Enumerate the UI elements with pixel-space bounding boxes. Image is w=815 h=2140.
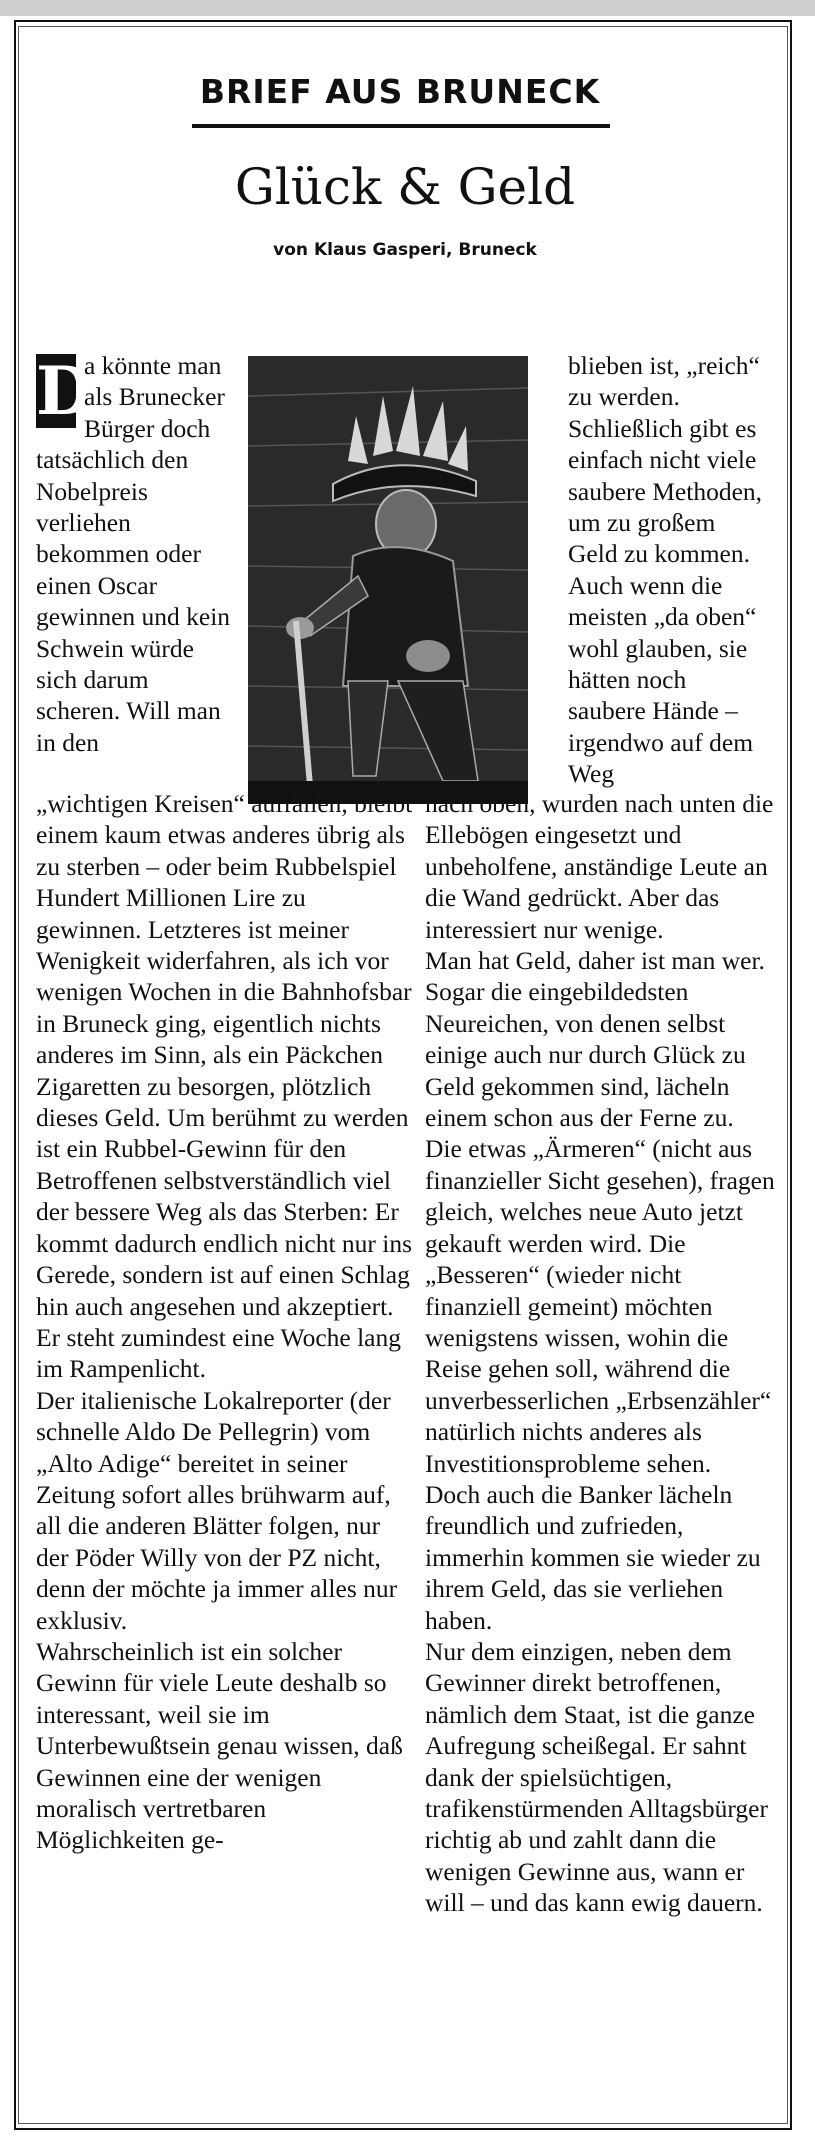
drop-cap: D	[36, 352, 94, 430]
paragraph-continuation: blieben ist, „reich“ zu werden. Schließlich gibt es einfach nicht viele saubere Methoden, um zu großem Geld zu kommen. Auch wenn die meisten „da oben“ wohl glauben, sie hätten noch saubere Hände – irgendwo auf dem Weg	[568, 351, 763, 789]
paragraph-6: Doch auch die Banker lächeln freundlich und zufrieden, immerhin kommen sie wieder zu ihrem Geld, das sie verliehen haben.	[425, 1479, 761, 1635]
paragraph-5: Man hat Geld, daher ist man wer. Sogar die eingebildedsten Neureichen, von denen selbst einige auch nur durch Glück zu Geld gekommen sind, lächeln einem schon aus der Ferne zu. Die etwas „Ärmeren“ (nicht aus finanzieller Sicht gesehen), fragen gleich, welches neue Auto jetzt gekauft werden wird. Die „Besseren“ (wieder nicht finanziell gemeint) möchten wenigstens wissen, wohin die Reise gehen soll, während die unverbesserlichen „Erbsenzähler“ natürlich nichts anderes als Investitionsprobleme sehen.	[425, 946, 775, 1478]
right-column-top	[568, 350, 768, 790]
woodcut-man-with-burning-hat-icon	[248, 356, 528, 804]
column-kicker: BRIEF AUS BRUNECK	[199, 72, 601, 111]
right-column	[425, 788, 775, 1919]
paragraph-1-start: a könnte man als Brunecker Bürger doch tatsächlich den Nobelpreis verliehen bekommen oder einen Oscar gewinnen und kein Schwein würde sich darum scheren. Will man in den	[36, 351, 231, 757]
window-top-bar	[0, 0, 815, 16]
paragraph-3: Wahrscheinlich ist ein solcher Gewinn für viele Leute deshalb so interessant, weil sie im Unterbewußtsein genau wissen, daß Gewinnen eine der wenigen moralisch vertretbaren Möglichkeiten ge-	[36, 1636, 403, 1855]
kicker-underline	[192, 124, 610, 128]
article-byline: von Klaus Gasperi, Bruneck	[273, 240, 537, 260]
left-column	[36, 788, 414, 1856]
article-title: Glück & Geld	[234, 158, 576, 216]
paragraph-1-end: „wichtigen Kreisen“ auffallen, bleibt einem kaum etwas anderes übrig als zu sterben – oder beim Rubbelspiel Hundert Millionen Lire zu gewinnen. Letzteres ist meiner Wenigkeit widerfahren, als ich vor wenigen Wochen in die Bahnhofsbar in Bruneck ging, eigentlich nichts anderes im Sinn, als ein Päckchen Zigaretten zu besorgen, plötzlich dieses Geld. Um berühmt zu werden ist ein Rubbel-Gewinn für den Betroffenen selbstverständlich viel der bessere Weg als das Sterben: Er kommt dadurch endlich nicht nur ins Gerede, sondern ist auf einen Schlag hin auch angesehen und akzeptiert. Er steht zumindest eine Woche lang im Rampenlicht.	[36, 789, 413, 1384]
paragraph-4-end: nach oben, wurden nach unten die Ellebögen eingesetzt und unbeholfene, anständige Leute an die Wand gedrückt. Aber das interessiert nur wenige.	[425, 789, 774, 944]
paragraph-2: Der italienische Lokalreporter (der schnelle Aldo De Pellegrin) vom „Alto Adige“ bereitet in seiner Zeitung sofort alles brühwarm auf, all die anderen Blätter folgen, nur der Pöder Willy von der PZ nicht, denn der möchte ja immer alles nur exklusiv.	[36, 1385, 398, 1635]
left-column-top	[36, 350, 236, 758]
paragraph-7: Nur dem einzigen, neben dem Gewinner direkt betroffenen, nämlich dem Staat, ist die ganze Aufregung scheißegal. Er sahnt dank der spielsüchtigen, trafikenstürmenden Alltagsbürger richtig ab und zahlt dann die wenigen Gewinne aus, wann er will – und das kann ewig dauern.	[425, 1636, 768, 1918]
